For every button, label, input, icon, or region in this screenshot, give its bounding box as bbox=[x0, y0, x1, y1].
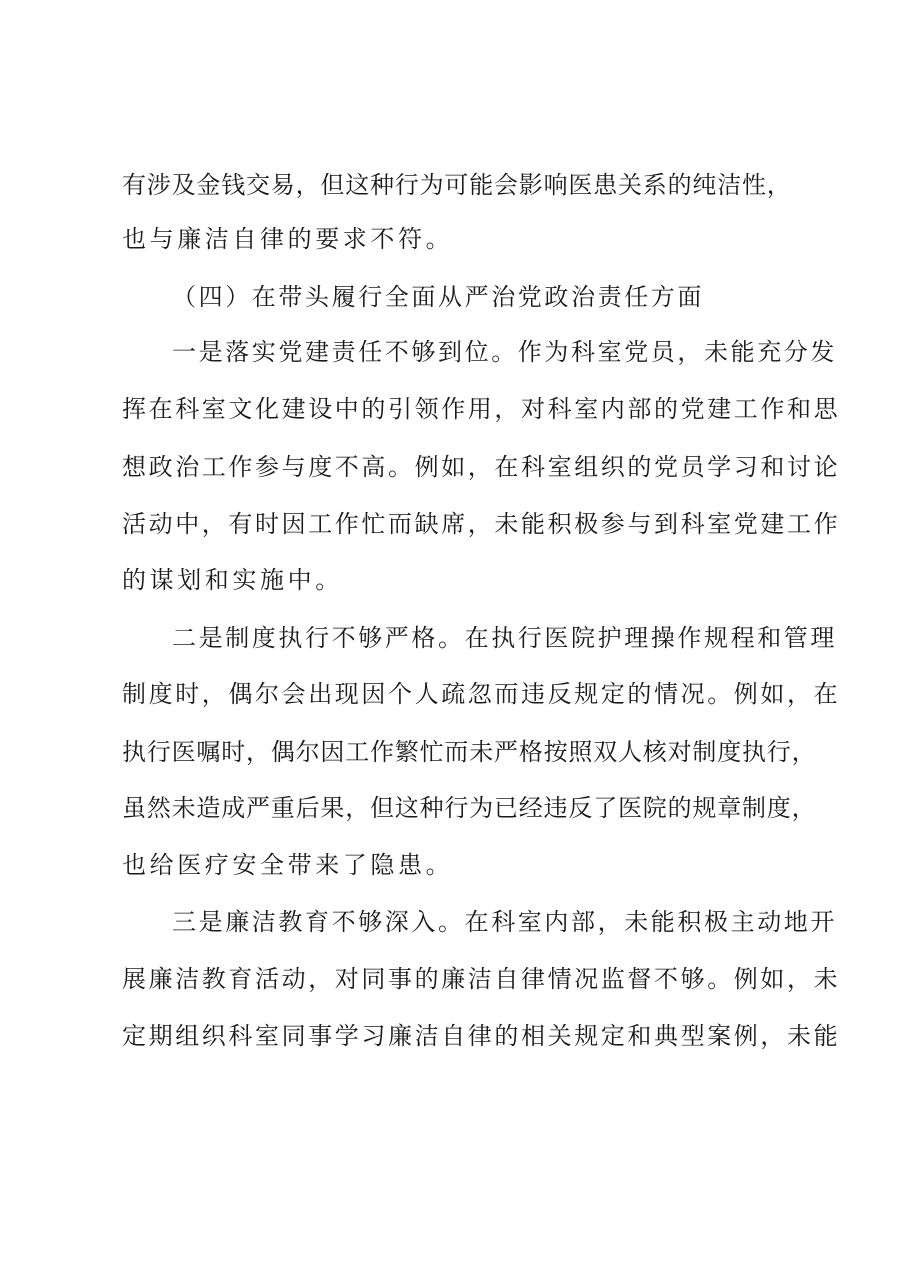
paragraph-first-line: 一是落实党建责任不够到位。作为科室党员，未能充分发 bbox=[172, 338, 837, 366]
body-text-line: 挥在科室文化建设中的引领作用，对科室内部的党建工作和思 bbox=[122, 395, 841, 423]
body-text-line: 有涉及金钱交易，但这种行为可能会影响医患关系的纯洁性， bbox=[122, 171, 792, 199]
body-text-line: 展廉洁教育活动，对同事的廉洁自律情况监督不够。例如，未 bbox=[122, 965, 841, 993]
body-text-line: 想政治工作参与度不高。例如，在科室组织的党员学习和讨论 bbox=[122, 453, 841, 481]
paragraph-first-line: 二是制度执行不够严格。在执行医院护理操作规程和管理 bbox=[172, 624, 837, 652]
body-text-line: 定期组织科室同事学习廉洁自律的相关规定和典型案例，未能 bbox=[122, 1022, 841, 1050]
section-heading: （四）在带头履行全面从严治党政治责任方面 bbox=[172, 283, 704, 311]
paragraph-first-line: 三是廉洁教育不够深入。在科室内部，未能积极主动地开 bbox=[172, 908, 837, 936]
body-text-line: 活动中，有时因工作忙而缺席，未能积极参与到科室党建工作 bbox=[122, 510, 841, 538]
body-text-line: 制度时，偶尔会出现因个人疏忽而违反规定的情况。例如，在 bbox=[122, 680, 841, 708]
body-text-line: 的谋划和实施中。 bbox=[122, 566, 343, 594]
body-text-line: 也给医疗安全带来了隐患。 bbox=[122, 851, 454, 879]
body-text-line: 虽然未造成严重后果，但这种行为已经违反了医院的规章制度， bbox=[122, 794, 817, 822]
body-text-line: 也与廉洁自律的要求不符。 bbox=[122, 225, 454, 253]
body-text-line: 执行医嘱时，偶尔因工作繁忙而未严格按照双人核对制度执行， bbox=[122, 738, 817, 766]
